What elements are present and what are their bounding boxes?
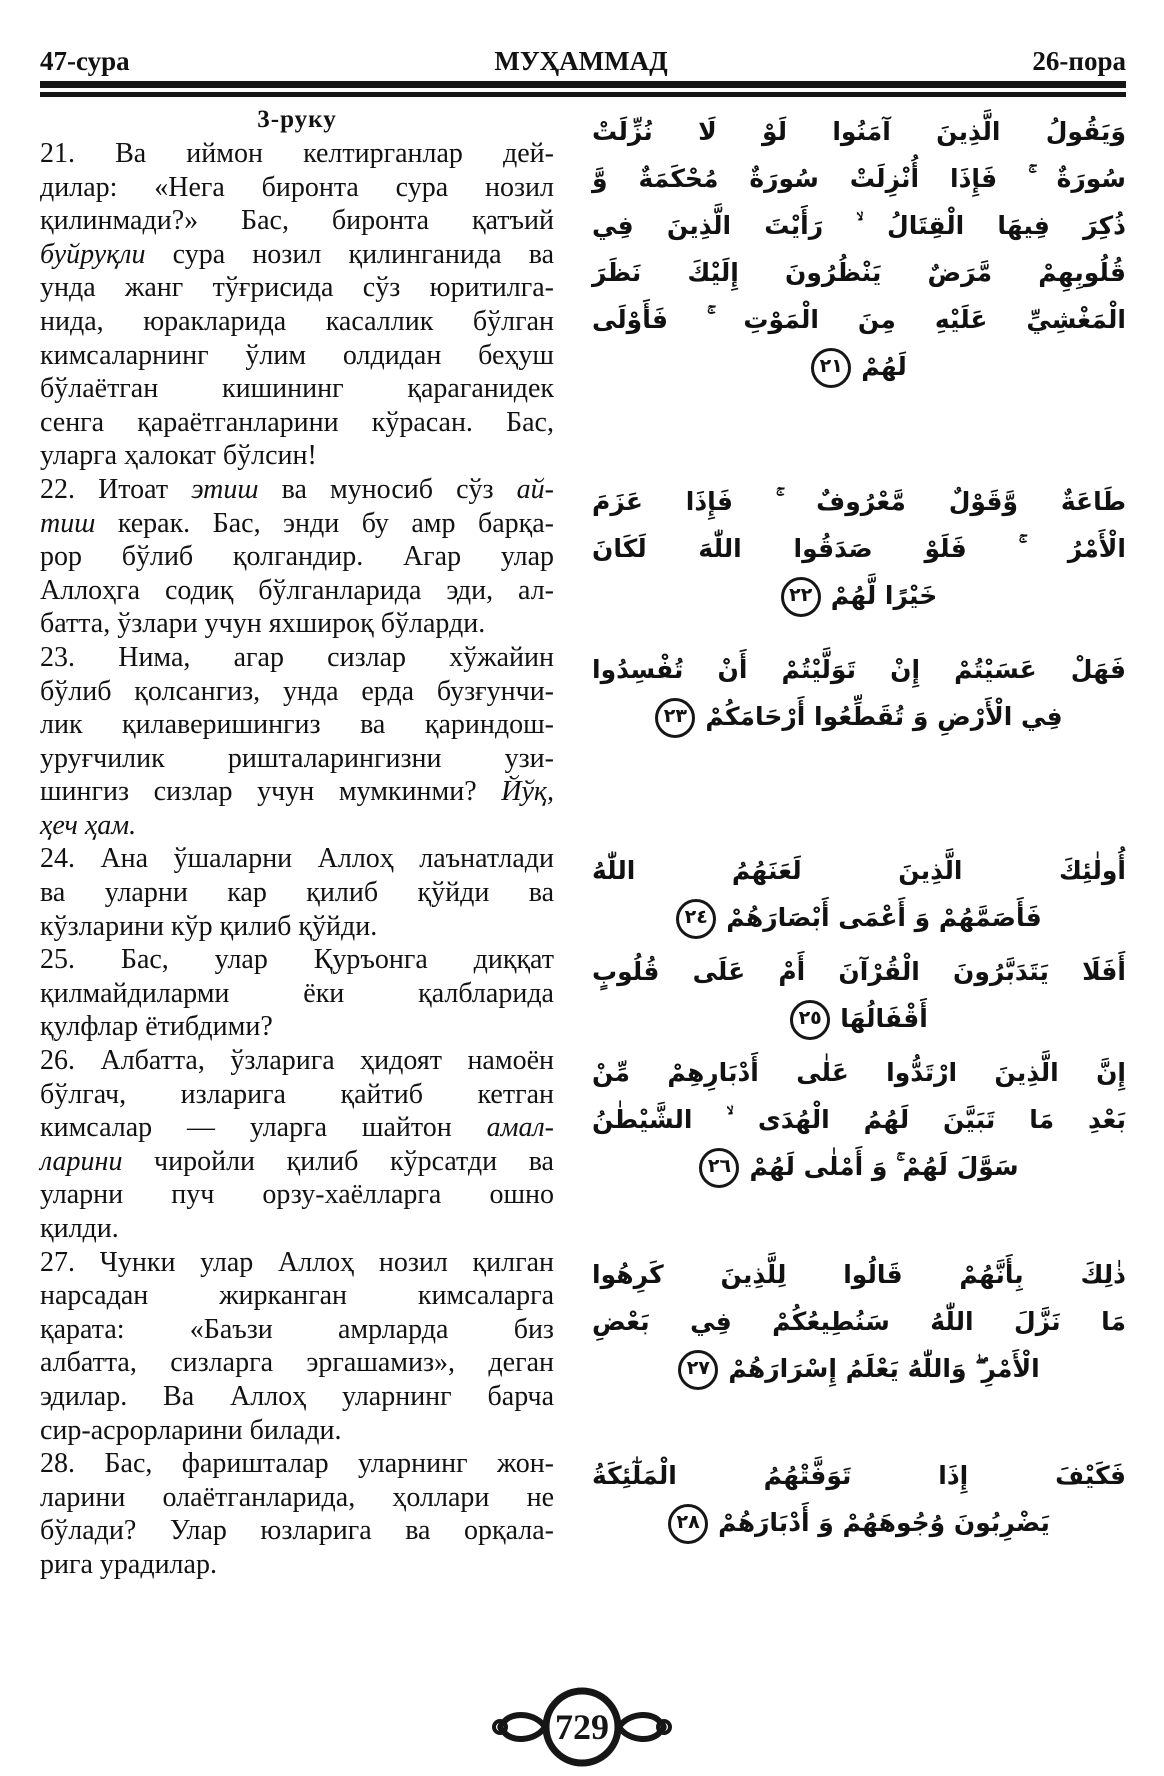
translation-text: эдилар. Ва Аллоҳ уларнинг барча (40, 1380, 554, 1412)
verse-rows (40, 103, 1126, 1582)
verse-number-badge: ٢٦ (699, 1148, 739, 1188)
translation-text: 26. Албатта, ўзларига ҳидоят намоён (40, 1045, 554, 1077)
translation-line (40, 238, 554, 272)
arabic-line: فِي الْأَرْضِ وَ تُقَطِّعُوا أَرْحَامَكُمْ٢٣ (592, 693, 1126, 740)
translation-line (40, 943, 554, 977)
arabic-line: أَقْفَالُهَا٢٥ (592, 995, 1126, 1042)
translation-line (40, 977, 554, 1011)
verse-row (40, 103, 1126, 473)
arabic-line: فَهَلْ عَسَيْتُمْ إِنْ تَوَلَّيْتُمْ أَنْ تُفْسِدُوا (592, 654, 1126, 684)
translation-line (40, 607, 554, 641)
translation-italic-text: амал- (486, 1112, 554, 1144)
translation-line (40, 1246, 554, 1280)
section-label: 3-руку (257, 106, 337, 133)
translation-text: 27. Чунки улар Аллоҳ нозил қилган (40, 1246, 554, 1278)
translation-text: сенга қараётганларини кўрасан. Бас, (40, 406, 554, 438)
translation-line (40, 1481, 554, 1515)
arabic-line: بَعْدِ مَا تَبَيَّنَ لَهُمُ الْهُدَى ۙ الشَّيْطٰنُ (592, 1105, 1126, 1135)
verse-translation (40, 1246, 554, 1448)
translation-line (40, 775, 554, 809)
translation-italic-text: Йўқ, (501, 776, 554, 808)
translation-text: керак. Бас, энди бу амр барқа- (95, 507, 554, 539)
verse-number-badge: ٢٧ (678, 1350, 718, 1390)
arabic-line: قُلُوبِهِمْ مَّرَضٌ يَنْظُرُونَ إِلَيْكَ نَظَرَ (592, 258, 1126, 287)
arabic-line: أُولٰئِكَ الَّذِينَ لَعَنَهُمُ اللّٰهُ (592, 856, 1126, 886)
arabic-line: ذٰلِكَ بِأَنَّهُمْ قَالُوا لِلَّذِينَ كَرِهُوا (592, 1259, 1126, 1289)
verse-row (40, 1447, 1126, 1581)
arabic-line: فَكَيْفَ إِذَا تَوَفَّتْهُمُ الْمَلٰٓئِكَةُ (592, 1461, 1126, 1491)
translation-line (40, 1111, 554, 1145)
page-number-ornament (489, 1686, 675, 1768)
verse-number-badge: ٢١ (811, 348, 851, 388)
translation-line (40, 708, 554, 742)
translation-text: 24. Ана ўшаларни Аллоҳ лаънатлади (40, 843, 554, 875)
arabic-verse (592, 1044, 1126, 1246)
arabic-line: يَضْرِبُونَ وُجُوهَهُمْ وَ أَدْبَارَهُمْ٢٨ (592, 1499, 1126, 1546)
arabic-verse (592, 1246, 1126, 1448)
translation-line (40, 1178, 554, 1212)
translation-text: қулфлар ётибдими? (40, 1011, 273, 1043)
arabic-line: مَا نَزَّلَ اللّٰهُ سَنُطِيعُكُمْ فِي بَعْضِ (592, 1306, 1126, 1336)
page-number: 729 (555, 1707, 609, 1747)
translation-text: 22. Итоат (40, 473, 192, 505)
translation-line (40, 1313, 554, 1347)
translation-italic-text: ларини (40, 1145, 123, 1177)
translation-text: рор бўлиб қолгандир. Агар улар (40, 541, 554, 573)
arabic-line: ذُكِرَ فِيهَا الْقِتَالُ ۙ رَأَيْتَ الَّذِينَ فِي (592, 211, 1126, 240)
translation-line (40, 1548, 554, 1582)
arabic-line: طَاعَةٌ وَّقَوْلٌ مَّعْرُوفٌ ۚ فَإِذَا عَزَمَ (592, 486, 1126, 516)
translation-text: дилар: «Нега биронта сура нозил (40, 171, 554, 203)
translation-text: қарата: «Баъзи амрларда биз (40, 1313, 554, 1345)
arabic-line: الْأَمْرُ ۚ فَلَوْ صَدَقُوا اللّٰهَ لَكَانَ (592, 533, 1126, 563)
translation-text: қилмайдиларми ёки қалбларида (40, 977, 554, 1009)
verse-translation (40, 641, 554, 843)
translation-text: кимсалар — уларга шайтон (40, 1112, 487, 1144)
verse-row (40, 943, 1126, 1044)
verse-row (40, 641, 1126, 843)
translation-text: бўлади? Улар юзларига ва орқала- (40, 1515, 554, 1547)
translation-line (40, 1447, 554, 1481)
arabic-line: الْمَغْشِيِّ عَلَيْهِ مِنَ الْمَوْتِ ۚ فَأَوْلَى (592, 305, 1126, 334)
verse-translation (40, 842, 554, 943)
translation-line (40, 406, 554, 440)
arabic-verse (592, 103, 1126, 473)
sura-number-label: 47-сура (40, 46, 130, 76)
translation-line (40, 1145, 554, 1179)
arabic-line: فَأَصَمَّهُمْ وَ أَعْمَى أَبْصَارَهُمْ٢٤ (592, 894, 1126, 941)
verse-translation (40, 473, 554, 641)
translation-italic-text: ҳеч ҳам. (40, 809, 137, 841)
translation-text: кўзларини кўр қилиб қўйди. (40, 910, 378, 942)
translation-italic-text: тиш (40, 507, 96, 539)
arabic-line: وَيَقُولُ الَّذِينَ آمَنُوا لَوْ لَا نُزِّلَتْ (592, 117, 1126, 146)
translation-italic-text: буйруқли (40, 238, 146, 270)
translation-text: албатта, сизларга эргашамиз», деган (40, 1347, 554, 1379)
translation-line (40, 305, 554, 339)
translation-line (40, 271, 554, 305)
translation-line (40, 1514, 554, 1548)
verse-translation (40, 1447, 554, 1581)
translation-line (40, 372, 554, 406)
translation-line (40, 675, 554, 709)
translation-text: Аллоҳга содиқ бўлганларида эди, ал- (40, 574, 554, 606)
translation-line (40, 574, 554, 608)
page-footer (0, 1686, 1164, 1768)
verse-row (40, 473, 1126, 641)
translation-line (40, 1010, 554, 1044)
translation-text: лик қилаверишингиз ва қариндош- (40, 709, 554, 741)
translation-text: 28. Бас, фаришталар уларнинг жон- (40, 1448, 554, 1480)
translation-line (40, 171, 554, 205)
translation-text: ва уларни кар қилиб қўйди ва (40, 877, 554, 909)
translation-text: бўлиб қолсангиз, унда ерда бузғунчи- (40, 675, 554, 707)
translation-text: уларга ҳалокат бўлсин! (40, 440, 317, 472)
translation-line (40, 742, 554, 776)
arabic-line: أَفَلَا يَتَدَبَّرُونَ الْقُرْآنَ أَمْ عَلَى قُلُوبٍ (592, 957, 1126, 987)
translation-text: ва муносиб сўз (258, 473, 517, 505)
page-header (40, 46, 1126, 76)
translation-line (40, 1212, 554, 1246)
translation-line (40, 641, 554, 675)
translation-line (40, 439, 554, 473)
translation-text: унда жанг тўғрисида сўз юритилга- (40, 272, 554, 304)
verse-number-badge: ٢٢ (781, 577, 821, 617)
translation-text: 23. Нима, агар сизлар хўжайин (40, 641, 554, 673)
surah-title: МУҲАММАД (494, 46, 668, 76)
arabic-verse (592, 641, 1126, 843)
translation-text: ларини олаётганларида, ҳоллари не (40, 1481, 554, 1513)
translation-text: сура нозил қилинганида ва (145, 238, 554, 270)
translation-line (40, 339, 554, 373)
juz-label: 26-пора (1032, 46, 1126, 76)
arabic-line: خَيْرًا لَّهُمْ٢٢ (592, 572, 1126, 619)
arabic-verse (592, 1447, 1126, 1581)
verse-number-badge: ٢٤ (676, 899, 716, 939)
arabic-verse (592, 842, 1126, 943)
arabic-verse (592, 473, 1126, 641)
translation-text: қилди. (40, 1213, 119, 1244)
translation-text: шингиз сизлар учун мумкинми? (40, 776, 502, 808)
translation-line (40, 910, 554, 944)
verse-row (40, 1044, 1126, 1246)
translation-line (40, 1044, 554, 1078)
header-divider (40, 81, 1126, 97)
translation-line (40, 507, 554, 541)
arabic-line: الْأَمْرِ ۖ وَاللّٰهُ يَعْلَمُ إِسْرَارَهُمْ٢٧ (592, 1345, 1126, 1392)
translation-text: чиройли қилиб кўрсатди ва (122, 1145, 554, 1177)
translation-text: бўлаётган кишининг қараганидек (40, 373, 554, 405)
arabic-line: إِنَّ الَّذِينَ ارْتَدُّوا عَلٰى أَدْبَارِهِمْ مِّنْ (592, 1058, 1126, 1088)
translation-line (40, 1380, 554, 1414)
verse-translation (40, 943, 554, 1044)
verse-number-badge: ٢٣ (655, 698, 695, 738)
arabic-line: سُورَةٌ ۚ فَإِذَا أُنْزِلَتْ سُورَةٌ مُحْكَمَةٌ وَّ (592, 164, 1126, 193)
verse-number-badge: ٢٨ (668, 1504, 708, 1544)
translation-text: нида, юракларида касаллик бўлган (40, 305, 554, 337)
verse-number-badge: ٢٥ (790, 1000, 830, 1040)
translation-text: 25. Бас, улар Қуръонга диққат (40, 944, 554, 976)
translation-line (40, 204, 554, 238)
translation-line (40, 137, 554, 171)
translation-text: уларни пуч орзу-хаёлларга ошно (40, 1179, 554, 1211)
translation-text: бўлгач, изларига қайтиб кетган (40, 1078, 554, 1110)
translation-text: кимсаларнинг ўлим олдидан беҳуш (40, 339, 554, 371)
translation-text: сир-асрорларини билади. (40, 1414, 342, 1446)
verse-translation (40, 1044, 554, 1246)
translation-line (40, 809, 554, 843)
translation-line (40, 540, 554, 574)
arabic-verse (592, 943, 1126, 1044)
translation-text: 21. Ва иймон келтирганлар дей- (40, 138, 554, 169)
translation-line (40, 842, 554, 876)
translation-italic-text: этиш (191, 473, 259, 505)
translation-line (40, 1078, 554, 1112)
translation-text: батта, ўзлари учун яхшироқ бўларди. (40, 608, 486, 640)
arabic-line: سَوَّلَ لَهُمْ ۚ وَ أَمْلٰى لَهُمْ٢٦ (592, 1143, 1126, 1190)
verse-row (40, 1246, 1126, 1448)
translation-line (40, 473, 554, 507)
translation-line (40, 1279, 554, 1313)
translation-line (40, 1346, 554, 1380)
verse-translation (40, 103, 554, 473)
translation-line (40, 1414, 554, 1448)
translation-text: қилинмади?» Бас, биронта қатъий (40, 205, 554, 237)
translation-line (40, 876, 554, 910)
translation-text: рига урадилар. (40, 1548, 217, 1580)
translation-italic-text: ай- (516, 473, 554, 505)
arabic-line: لَهُمْ٢١ (592, 343, 1126, 390)
translation-text: уруғчилик ришталарингизни узи- (40, 742, 554, 774)
translation-text: нарсадан жирканган кимсаларга (40, 1280, 554, 1312)
verse-row (40, 842, 1126, 943)
